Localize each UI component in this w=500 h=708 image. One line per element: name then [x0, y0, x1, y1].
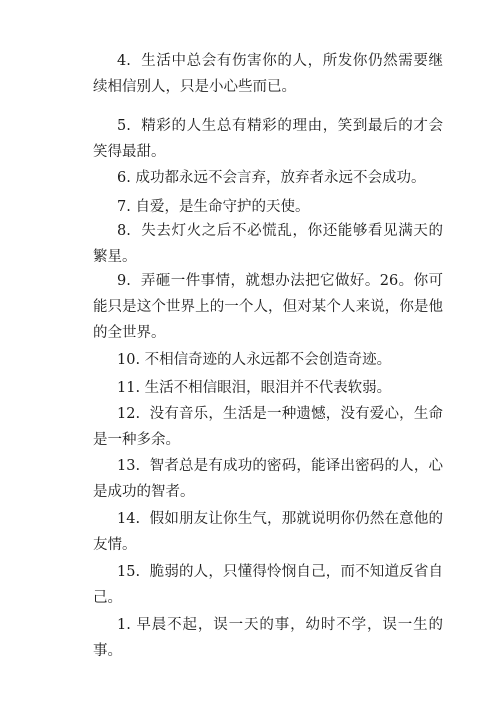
list-item-12	[93, 401, 443, 453]
list-item-9	[93, 268, 443, 346]
list-item-6	[93, 165, 443, 191]
item-number: 13.	[117, 458, 141, 474]
item-number: 8.	[117, 223, 131, 239]
list-item-8	[93, 218, 443, 270]
item-text: 失去灯火之后不必慌乱，你还能够看见满天的繁星。	[93, 223, 444, 265]
item-text: 精彩的人生总有精彩的理由，笑到最后的才会笑得最甜。	[93, 118, 444, 160]
item-text: 假如朋友让你生气，那就说明你仍然在意他的友情。	[93, 511, 444, 553]
item-number: 1.	[117, 617, 131, 633]
item-text: 脆弱的人，只懂得怜悯自己，而不知道反省自己。	[93, 564, 444, 606]
list-item-10	[93, 347, 443, 373]
item-number: 10.	[117, 352, 141, 368]
item-number: 11.	[117, 380, 141, 396]
list-item-13	[93, 453, 443, 505]
item-text: 成功都永远不会言弃，放弃者永远不会成功。	[135, 170, 426, 186]
item-text: 弄砸一件事情，就想办法把它做好。26。你可能只是这个世界上的一个人，但对某个人来说，你是他的全世界。	[93, 273, 443, 341]
item-number: 7.	[117, 199, 131, 215]
item-text: 不相信奇迹的人永远都不会创造奇迹。	[144, 352, 392, 368]
list-item-15	[93, 559, 443, 611]
item-number: 15.	[117, 564, 141, 580]
item-number: 9.	[117, 273, 131, 289]
list-item-1	[93, 612, 443, 664]
list-item-11	[93, 375, 443, 401]
item-text: 没有音乐，生活是一种遗憾，没有爱心，生命是一种多余。	[93, 406, 444, 448]
item-text: 早晨不起，误一天的事，幼时不学，误一生的事。	[93, 617, 444, 659]
item-number: 14.	[117, 511, 141, 527]
list-item-7	[93, 194, 443, 220]
list-item-4	[93, 48, 443, 100]
item-number: 5.	[117, 118, 131, 134]
item-text: 智者总是有成功的密码，能译出密码的人，心是成功的智者。	[93, 458, 444, 500]
item-text: 生活不相信眼泪，眼泪并不代表软弱。	[144, 380, 392, 396]
item-text: 自爱，是生命守护的天使。	[135, 199, 310, 215]
item-text: 生活中总会有伤害你的人，所发你仍然需要继续相信别人，只是小心些而已。	[93, 53, 444, 95]
item-number: 6.	[117, 170, 131, 186]
item-number: 12.	[117, 406, 141, 422]
list-item-14	[93, 506, 443, 558]
item-number: 4.	[117, 53, 131, 69]
list-item-5	[93, 113, 443, 165]
